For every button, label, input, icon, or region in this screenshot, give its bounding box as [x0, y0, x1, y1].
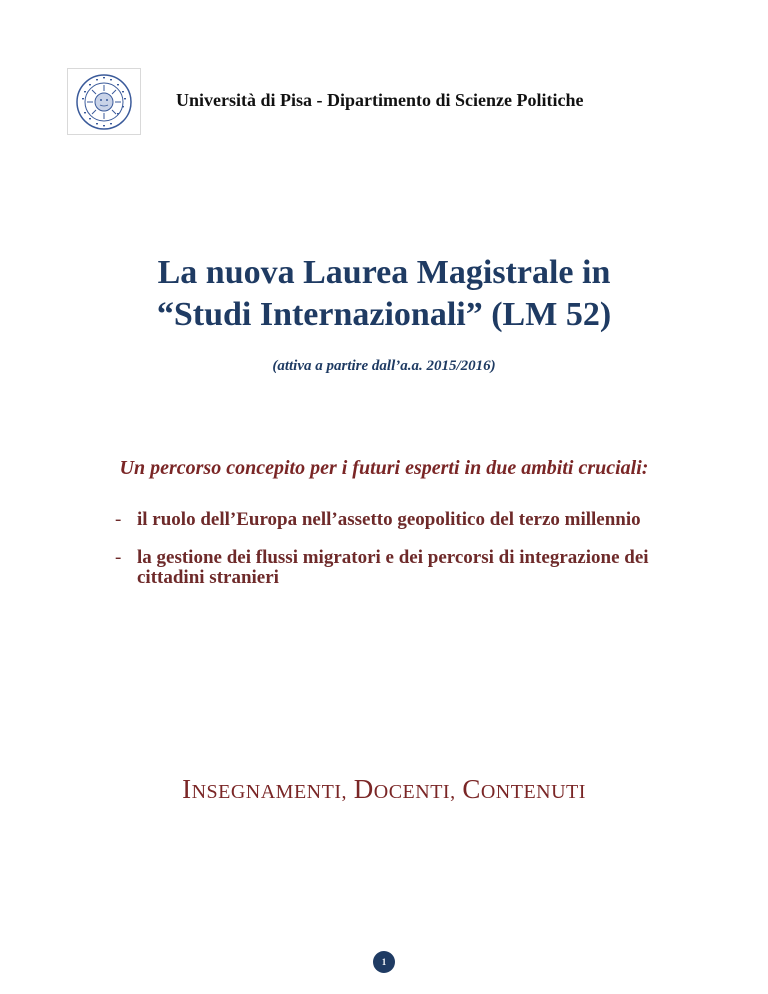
institution-header: Università di Pisa - Dipartimento di Scienze Politiche: [176, 90, 584, 110]
bullet-marker: -: [115, 547, 122, 568]
list-item-text: la gestione dei flussi migratori e dei percorsi di integrazione dei cittadini stranieri: [137, 547, 649, 588]
subtitle: (attiva a partire dall’a.a. 2015/2016): [272, 358, 496, 374]
heading-word-1-rest: NSEGNAMENTI,: [191, 781, 347, 803]
bullet-list: [115, 510, 715, 606]
university-seal-icon: [72, 72, 136, 132]
list-item: [115, 548, 715, 588]
page-title: [0, 252, 768, 336]
heading-word-2-rest: OCENTI,: [373, 781, 456, 803]
heading-word-3-rest: ONTENUTI: [480, 781, 586, 803]
university-logo: [67, 68, 141, 135]
heading-word-3-initial: C: [462, 774, 481, 804]
page-number: 1: [373, 951, 395, 973]
intro-text: Un percorso concepito per i futuri esperti in due ambiti cruciali:: [119, 457, 649, 479]
heading-word-2-initial: D: [353, 774, 374, 804]
bullet-marker: -: [115, 509, 122, 530]
list-item-text: il ruolo dell’Europa nell’assetto geopolitico del terzo millennio: [137, 509, 641, 530]
title-line-1: La nuova Laurea Magistrale in: [157, 254, 611, 291]
title-line-2: “Studi Internazionali” (LM 52): [156, 296, 612, 333]
section-heading: [0, 774, 768, 805]
heading-word-1-initial: I: [182, 774, 192, 804]
list-item: [115, 510, 715, 530]
